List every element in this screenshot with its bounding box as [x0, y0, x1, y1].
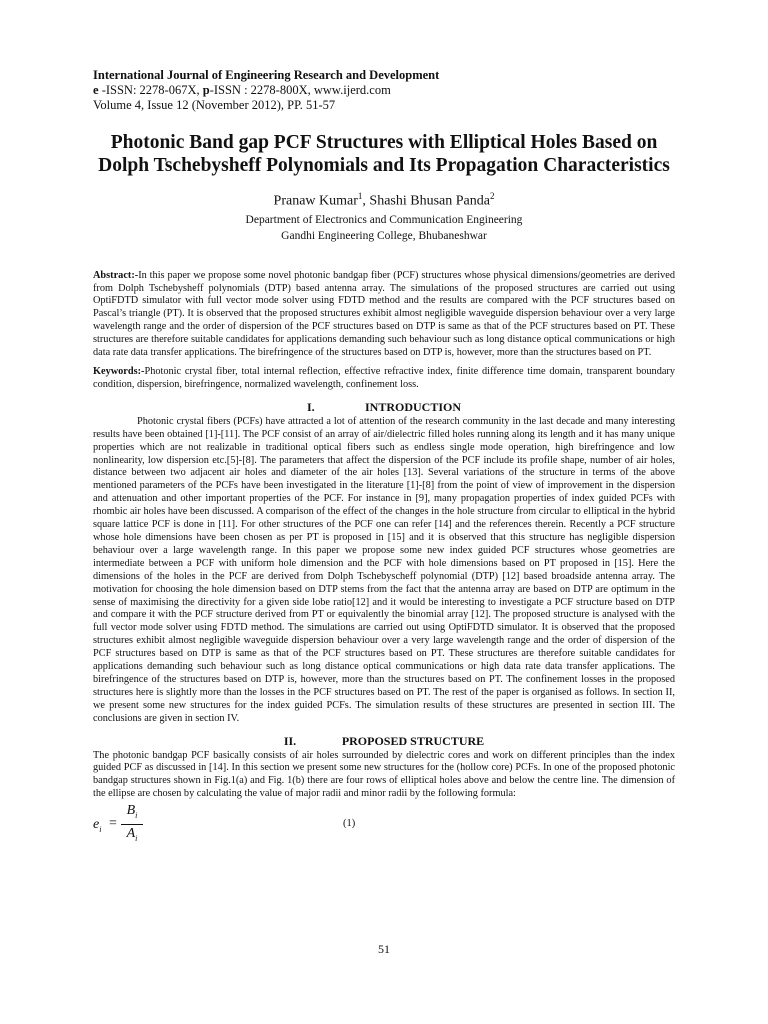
volume-line: Volume 4, Issue 12 (November 2012), PP. 51-57 [93, 98, 336, 112]
affiliation-dept: Department of Electronics and Communication Engineering [245, 213, 523, 226]
issn-p-letter: p [202, 83, 210, 97]
fraction [121, 803, 143, 848]
equals-sign: = [109, 816, 117, 832]
equation-lhs [93, 817, 101, 834]
equation-number: (1) [343, 818, 356, 830]
section-heading-intro [93, 400, 675, 414]
section-title: PROPOSED STRUCTURE [341, 733, 485, 748]
lhs-symbol: e [93, 817, 100, 833]
section-heading-proposed [93, 734, 675, 748]
author-1: Pranaw Kumar [273, 193, 358, 209]
author-1-affil: 1 [357, 191, 363, 201]
author-2-affil: 2 [489, 191, 495, 201]
numerator-subscript: i [135, 810, 138, 820]
issn-line [93, 83, 675, 98]
equation-1 [93, 803, 675, 847]
issn-p-number: -ISSN : 2278-800X, www.ijerd.com [209, 83, 391, 97]
issn-e-letter: e [93, 83, 99, 97]
numerator [121, 803, 143, 825]
page-number: 51 [378, 942, 390, 956]
denominator [121, 825, 143, 848]
keywords-text: Photonic crystal fiber, total internal reflection, effective refractive index, finite difference time domain, transparent boundary condition, dispersion, birefringence, normalized wavelength, confinement loss. [93, 366, 675, 390]
abstract-label: Abstract:- [93, 269, 139, 281]
numerator-symbol: B [126, 803, 136, 819]
keywords-label: Keywords:- [93, 366, 145, 377]
author-2: Shashi Bhusan Panda [369, 193, 490, 209]
denominator-subscript: i [135, 833, 138, 843]
section-number: I. [306, 399, 315, 414]
denominator-symbol: A [126, 825, 136, 841]
abstract [93, 270, 675, 360]
proposed-paragraph: The photonic bandgap PCF basically consists of air holes surrounded by dielectric cores and work on different principles than the index guided PCF as discussed in [14]. In this section we present some new structures for the (hollow core) PCFs. In one of the proposed photonic bandgap structures shown in Fig.1(a) and Fig. 1(b) there are four rows of elliptical holes above and below the centre line. The dimension of the ellipse are chosen by calculating the value of major radii and minor radii by the following formula: [93, 749, 675, 800]
keywords [93, 366, 675, 392]
author-line [93, 187, 675, 211]
journal-header [93, 68, 675, 113]
paper-page [93, 68, 675, 847]
intro-paragraph: Photonic crystal fibers (PCFs) have attracted a lot of attention of the research community in the last decade and many interesting results have been obtained [1]-[11]. The PCF consist of an array of air/dielectric filled holes running along its length and it has many unique properties which are not realizable in traditional optical fibers such as endless single mode operation, high birefringence and low nonlinearity, low dispersion etc.[5]-[8]. The parameters that affect the dispersion of the PCF include its profile shape, number of air holes, distance between two adjacent air holes and diameter of the air holes [13]. Several variations of the structure in terms of the above mentioned parameters of the PCFs have been investigated in the literature [1]-[8] from the point of view of improvement in the dispersion and attenuation and other important properties of the PCF. For instance in [9], many propagation properties of index guided PCFs with rhombic air holes have been discussed. A comparison of the effect of the changes in the hole structure from circular to elliptical in the hybrid square lattice PCF is done in [11]. For other structures of the PCF one can refer [14] and the references therein. Recently a PCF structure whose hole dimensions have been chosen as per PT is proposed in [15] and it is observed that this structure has negligible dispersion behaviour over a large wavelength range. In this paper we propose some new index guided PCF structures whose geometries are intermediate between a PCF with uniform hole dimension and the PCF with hole dimensions based on PT proposed in [15]. Here the dimensions of the holes in the PCF are derived from Dolph Tschebyscheff polynomial (DTP) [12] based broadside antenna array. The motivation for choosing the hole dimension based on DTP stems from the fact that the antenna array are based on DTP are optimum in the sense of maximising the directivity for a given side lobe ratio[12] and it would be interesting to investigate a PCF structure based on DTP and compare it with the PCF structure derived from PT or equivalently the binomial array [12]. The proposed structure is analysed with the full vector mode solver using FDTD method. The simulations are carried out using OptiFDTD simulator. It is observed that the proposed structures exhibit almost negligible waveguide dispersion behaviour over a very large wavelength range and the order of dispersion of the PCF structures based on DTP is same as that of the PCF structures based on PT. These structures are therefore suitable candidates for applications demanding such behaviour such as long distance optical communications or high data rate data transfer applications. The birefringence of the structures based on DTP is, however, more than the structures based on PT. The confinement losses in the proposed structures here is slightly more than the losses in the PCF structures based on PT. The rest of the paper is organised as follows. In section II, we present some new structures for the index guided PCFs. The simulation results of these structures are presented in section III. The conclusions are given in section IV. [93, 415, 675, 724]
lhs-subscript: i [99, 824, 102, 834]
issn-e-number: -ISSN: 2278-067X, [98, 83, 203, 97]
paper-title: Photonic Band gap PCF Structures with Elliptical Holes Based on Dolph Tschebysheff Polynomials and Its Propagation Characteristics [98, 132, 670, 176]
section-title: INTRODUCTION [364, 399, 461, 414]
affiliation-college: Gandhi Engineering College, Bhubaneshwar [281, 229, 487, 242]
journal-name: International Journal of Engineering Research and Development [93, 68, 440, 82]
author-separator: , [362, 193, 370, 209]
section-number: II. [283, 733, 297, 748]
abstract-text: In this paper we propose some novel photonic bandgap fiber (PCF) structures whose physical dimensions/geometries are derived from Dolph Tschebysheff polynomials (DTP) based antenna array. The simulations of the proposed structures are carried out using OptiFDTD simulator with full vector mode solver using FDTD method and the results are compared with the PCF structures based on Pascal’s triangle (PT). It is observed that the proposed structures exhibit almost negligible waveguide dispersion behaviour over a very large wavelength range and the order of dispersion of the PCF structures based on DTP is same as that of the PCF structures based on PT. These structures are therefore suitable candidates for applications demanding such behaviour such as long distance optical communications or high data rate data transfer applications. The birefringence of the structures based on DTP is, however, more than the structures based on PT. [93, 269, 675, 359]
